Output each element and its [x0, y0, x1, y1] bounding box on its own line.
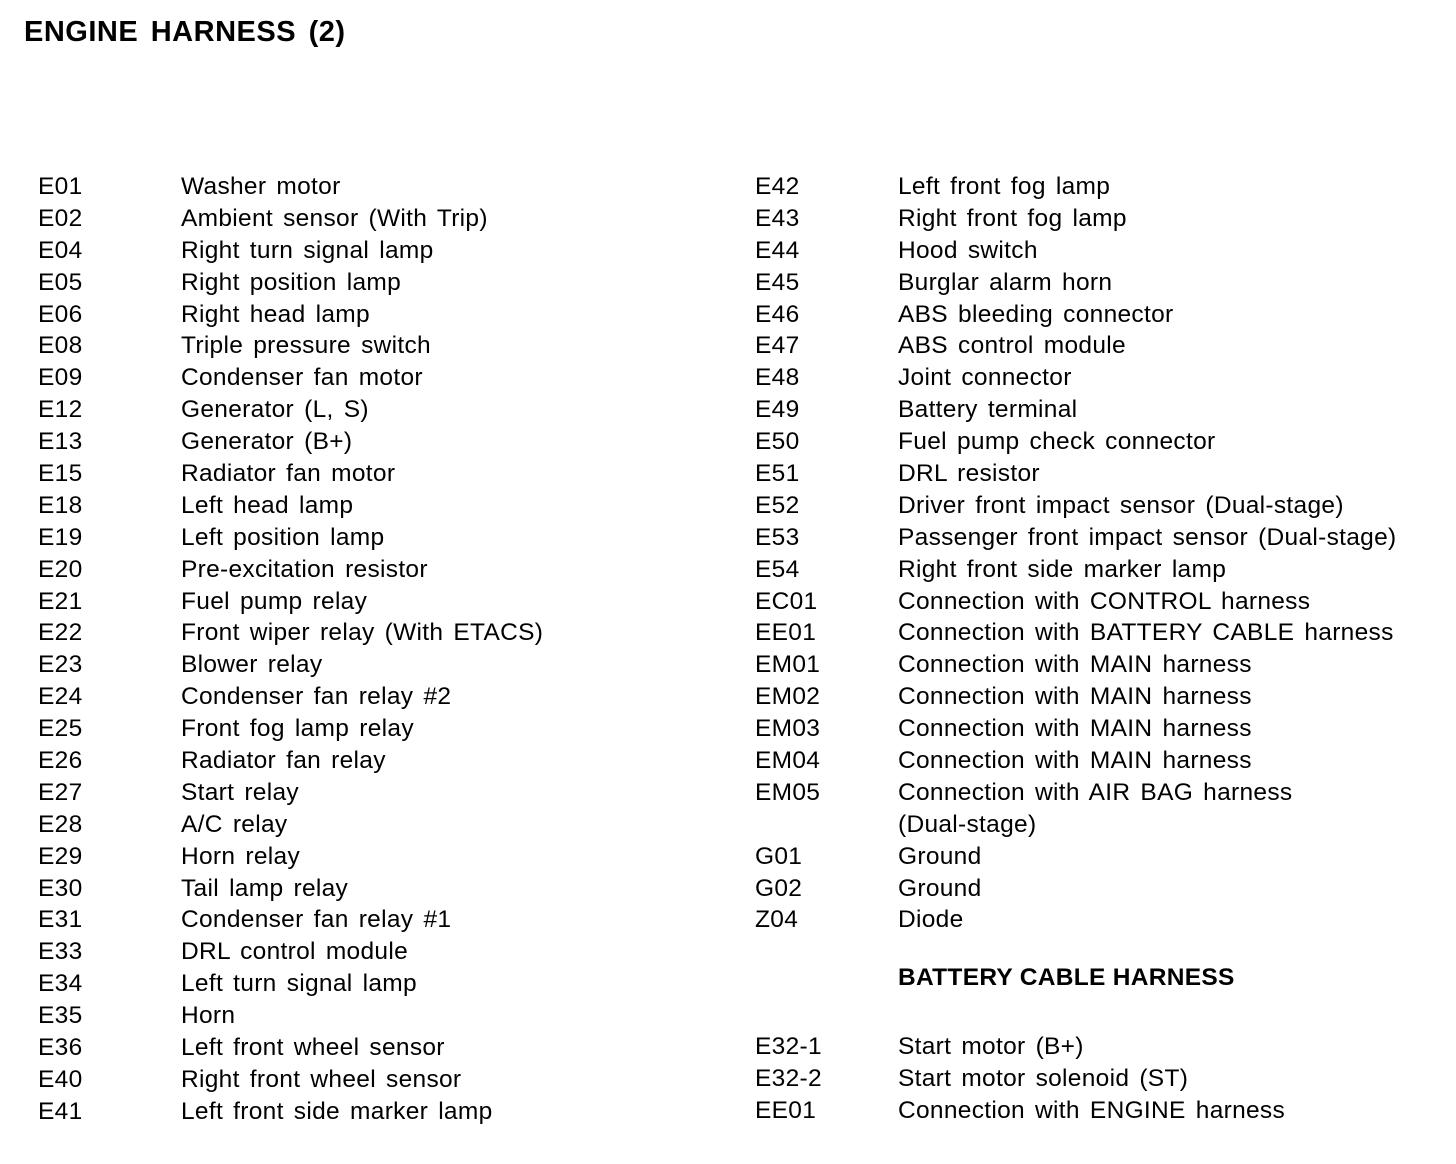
connector-row	[38, 873, 543, 905]
connector-code: E25	[38, 715, 83, 743]
connector-code: E09	[38, 364, 83, 392]
connector-description: A/C relay	[181, 810, 288, 838]
connector-description: Connection with AIR BAG harness	[898, 778, 1293, 806]
connector-description: Ground	[898, 842, 982, 870]
connector-row	[755, 745, 1396, 777]
connector-row	[755, 1031, 1285, 1063]
connector-code: G02	[755, 874, 803, 902]
connector-row	[38, 809, 543, 841]
connector-code: E42	[755, 172, 800, 200]
connector-description: Connection with MAIN harness	[898, 746, 1252, 774]
connector-row	[755, 235, 1396, 267]
connector-row	[38, 203, 543, 235]
connector-row	[38, 522, 543, 554]
connector-description: Left head lamp	[181, 491, 354, 519]
connector-description: Ambient sensor (With Trip)	[181, 204, 488, 232]
connector-row	[755, 713, 1396, 745]
connector-code: E23	[38, 651, 83, 679]
connector-description: Horn relay	[181, 842, 301, 870]
connector-description: Connection with MAIN harness	[898, 651, 1252, 679]
connector-code: EE01	[755, 619, 817, 647]
connector-description: Right front fog lamp	[898, 204, 1127, 232]
connector-code: EM03	[755, 715, 821, 743]
right-connector-list	[755, 171, 1396, 936]
connector-description: DRL control module	[181, 938, 409, 966]
battery-cable-heading: BATTERY CABLE HARNESS	[898, 964, 1235, 991]
connector-description: Fuel pump relay	[181, 587, 368, 615]
connector-description: Fuel pump check connector	[898, 428, 1216, 456]
connector-row	[38, 1032, 543, 1064]
connector-description: Condenser fan motor	[181, 364, 423, 392]
connector-row	[755, 394, 1396, 426]
connector-description: ABS bleeding connector	[898, 300, 1174, 328]
connector-row	[38, 426, 543, 458]
connector-row	[38, 777, 543, 809]
connector-description: Connection with MAIN harness	[898, 683, 1252, 711]
connector-description: Condenser fan relay #1	[181, 906, 452, 934]
connector-row	[38, 713, 543, 745]
connector-row	[38, 841, 543, 873]
connector-code: E33	[38, 938, 83, 966]
connector-code: E24	[38, 683, 83, 711]
connector-code: E54	[755, 555, 800, 583]
connector-code: E34	[38, 970, 83, 998]
connector-code: E32-2	[755, 1064, 822, 1092]
connector-description: Passenger front impact sensor (Dual-stage)	[898, 523, 1397, 551]
connector-description: Driver front impact sensor (Dual-stage)	[898, 491, 1344, 519]
connector-code: E13	[38, 428, 83, 456]
connector-row	[38, 458, 543, 490]
connector-description: Left front wheel sensor	[181, 1033, 445, 1061]
connector-row	[755, 873, 1396, 905]
connector-code: E22	[38, 619, 83, 647]
connector-description: Connection with MAIN harness	[898, 715, 1252, 743]
connector-row	[38, 904, 543, 936]
connector-row	[38, 394, 543, 426]
connector-code: E01	[38, 172, 83, 200]
connector-code: E04	[38, 236, 83, 264]
connector-row	[755, 841, 1396, 873]
connector-row	[38, 171, 543, 203]
connector-row	[38, 267, 543, 299]
connector-description: Ground	[898, 874, 982, 902]
connector-code: E27	[38, 778, 83, 806]
connector-code: E32-1	[755, 1032, 822, 1060]
connector-description: Left turn signal lamp	[181, 970, 417, 998]
connector-description: Radiator fan motor	[181, 459, 396, 487]
connector-description: Condenser fan relay #2	[181, 683, 452, 711]
connector-description: DRL resistor	[898, 459, 1040, 487]
connector-row	[755, 586, 1396, 618]
connector-description: Connection with CONTROL harness	[898, 587, 1311, 615]
connector-row	[755, 617, 1396, 649]
connector-row	[755, 681, 1396, 713]
connector-row	[755, 426, 1396, 458]
connector-description: Connection with BATTERY CABLE harness	[898, 619, 1394, 647]
connector-code: E20	[38, 555, 83, 583]
connector-row	[38, 649, 543, 681]
connector-row	[755, 649, 1396, 681]
battery-connector-list	[755, 1031, 1285, 1127]
connector-code: E08	[38, 332, 83, 360]
connector-code: E06	[38, 300, 83, 328]
connector-description: Diode	[898, 906, 964, 934]
connector-description: Triple pressure switch	[181, 332, 431, 360]
connector-row	[38, 586, 543, 618]
connector-row	[38, 745, 543, 777]
connector-code: E53	[755, 523, 800, 551]
connector-row	[38, 936, 543, 968]
connector-code: E28	[38, 810, 83, 838]
connector-description: Left position lamp	[181, 523, 385, 551]
connector-description: Generator (L, S)	[181, 396, 369, 424]
connector-description: Right front side marker lamp	[898, 555, 1227, 583]
connector-description: Right turn signal lamp	[181, 236, 434, 264]
connector-description: Washer motor	[181, 172, 341, 200]
connector-description: Tail lamp relay	[181, 874, 349, 902]
connector-code: E26	[38, 746, 83, 774]
connector-row	[38, 490, 543, 522]
connector-row	[755, 522, 1396, 554]
connector-code: E51	[755, 459, 800, 487]
connector-description: Start motor solenoid (ST)	[898, 1064, 1189, 1092]
connector-code: E50	[755, 428, 800, 456]
connector-row	[38, 617, 543, 649]
connector-code: EM04	[755, 746, 821, 774]
connector-description: Right head lamp	[181, 300, 370, 328]
connector-row	[755, 362, 1396, 394]
connector-code: EM05	[755, 778, 821, 806]
connector-code: E18	[38, 491, 83, 519]
connector-row	[755, 1063, 1285, 1095]
connector-description: Pre-excitation resistor	[181, 555, 428, 583]
connector-code: E31	[38, 906, 83, 934]
connector-description: Start relay	[181, 778, 299, 806]
connector-row	[38, 235, 543, 267]
connector-row	[38, 968, 543, 1000]
connector-description: Right position lamp	[181, 268, 402, 296]
connector-code: E35	[38, 1002, 83, 1030]
connector-code: E15	[38, 459, 83, 487]
connector-row	[38, 1000, 543, 1032]
connector-code: E52	[755, 491, 800, 519]
connector-code: E02	[38, 204, 83, 232]
connector-code: E12	[38, 396, 83, 424]
connector-code: E05	[38, 268, 83, 296]
left-connector-list	[38, 171, 543, 1128]
connector-description: Hood switch	[898, 236, 1038, 264]
connector-row	[755, 777, 1396, 809]
connector-row	[755, 171, 1396, 203]
connector-code: Z04	[755, 906, 799, 934]
connector-description: Front fog lamp relay	[181, 715, 414, 743]
connector-description: (Dual-stage)	[898, 810, 1037, 838]
connector-code: E30	[38, 874, 83, 902]
connector-code: EC01	[755, 587, 818, 615]
connector-code: E47	[755, 332, 800, 360]
connector-description: Connection with ENGINE harness	[898, 1096, 1286, 1124]
connector-description: Left front side marker lamp	[181, 1097, 493, 1125]
connector-description: Front wiper relay (With ETACS)	[181, 619, 544, 647]
connector-description: Right front wheel sensor	[181, 1065, 462, 1093]
connector-code: E43	[755, 204, 800, 232]
connector-code: EM02	[755, 683, 821, 711]
page-title: ENGINE HARNESS (2)	[24, 16, 346, 48]
connector-row	[755, 267, 1396, 299]
connector-row	[755, 490, 1396, 522]
connector-code: E46	[755, 300, 800, 328]
connector-code: G01	[755, 842, 803, 870]
connector-row	[755, 299, 1396, 331]
connector-description: Horn	[181, 1002, 236, 1030]
connector-code: E19	[38, 523, 83, 551]
connector-row	[755, 330, 1396, 362]
connector-row	[755, 809, 1396, 841]
connector-row	[38, 681, 543, 713]
connector-description: Left front fog lamp	[898, 172, 1111, 200]
connector-row	[755, 904, 1396, 936]
connector-code: E29	[38, 842, 83, 870]
connector-description: Start motor (B+)	[898, 1032, 1084, 1060]
connector-code: E21	[38, 587, 83, 615]
connector-code: E40	[38, 1065, 83, 1093]
connector-code: EM01	[755, 651, 821, 679]
connector-description: Burglar alarm horn	[898, 268, 1113, 296]
connector-code: E36	[38, 1033, 83, 1061]
connector-code: E48	[755, 364, 800, 392]
connector-description: Generator (B+)	[181, 428, 353, 456]
connector-code: EE01	[755, 1096, 817, 1124]
connector-row	[38, 299, 543, 331]
connector-code: E41	[38, 1097, 83, 1125]
connector-row	[755, 203, 1396, 235]
connector-row	[755, 458, 1396, 490]
connector-code: E49	[755, 396, 800, 424]
connector-row	[38, 330, 543, 362]
connector-description: Blower relay	[181, 651, 323, 679]
connector-row	[38, 554, 543, 586]
connector-row	[755, 1095, 1285, 1127]
connector-code: E44	[755, 236, 800, 264]
connector-description: Joint connector	[898, 364, 1072, 392]
connector-row	[755, 554, 1396, 586]
connector-description: Battery terminal	[898, 396, 1078, 424]
connector-description: ABS control module	[898, 332, 1126, 360]
connector-row	[38, 362, 543, 394]
connector-row	[38, 1096, 543, 1128]
connector-description: Radiator fan relay	[181, 746, 386, 774]
connector-row	[38, 1064, 543, 1096]
connector-code: E45	[755, 268, 800, 296]
